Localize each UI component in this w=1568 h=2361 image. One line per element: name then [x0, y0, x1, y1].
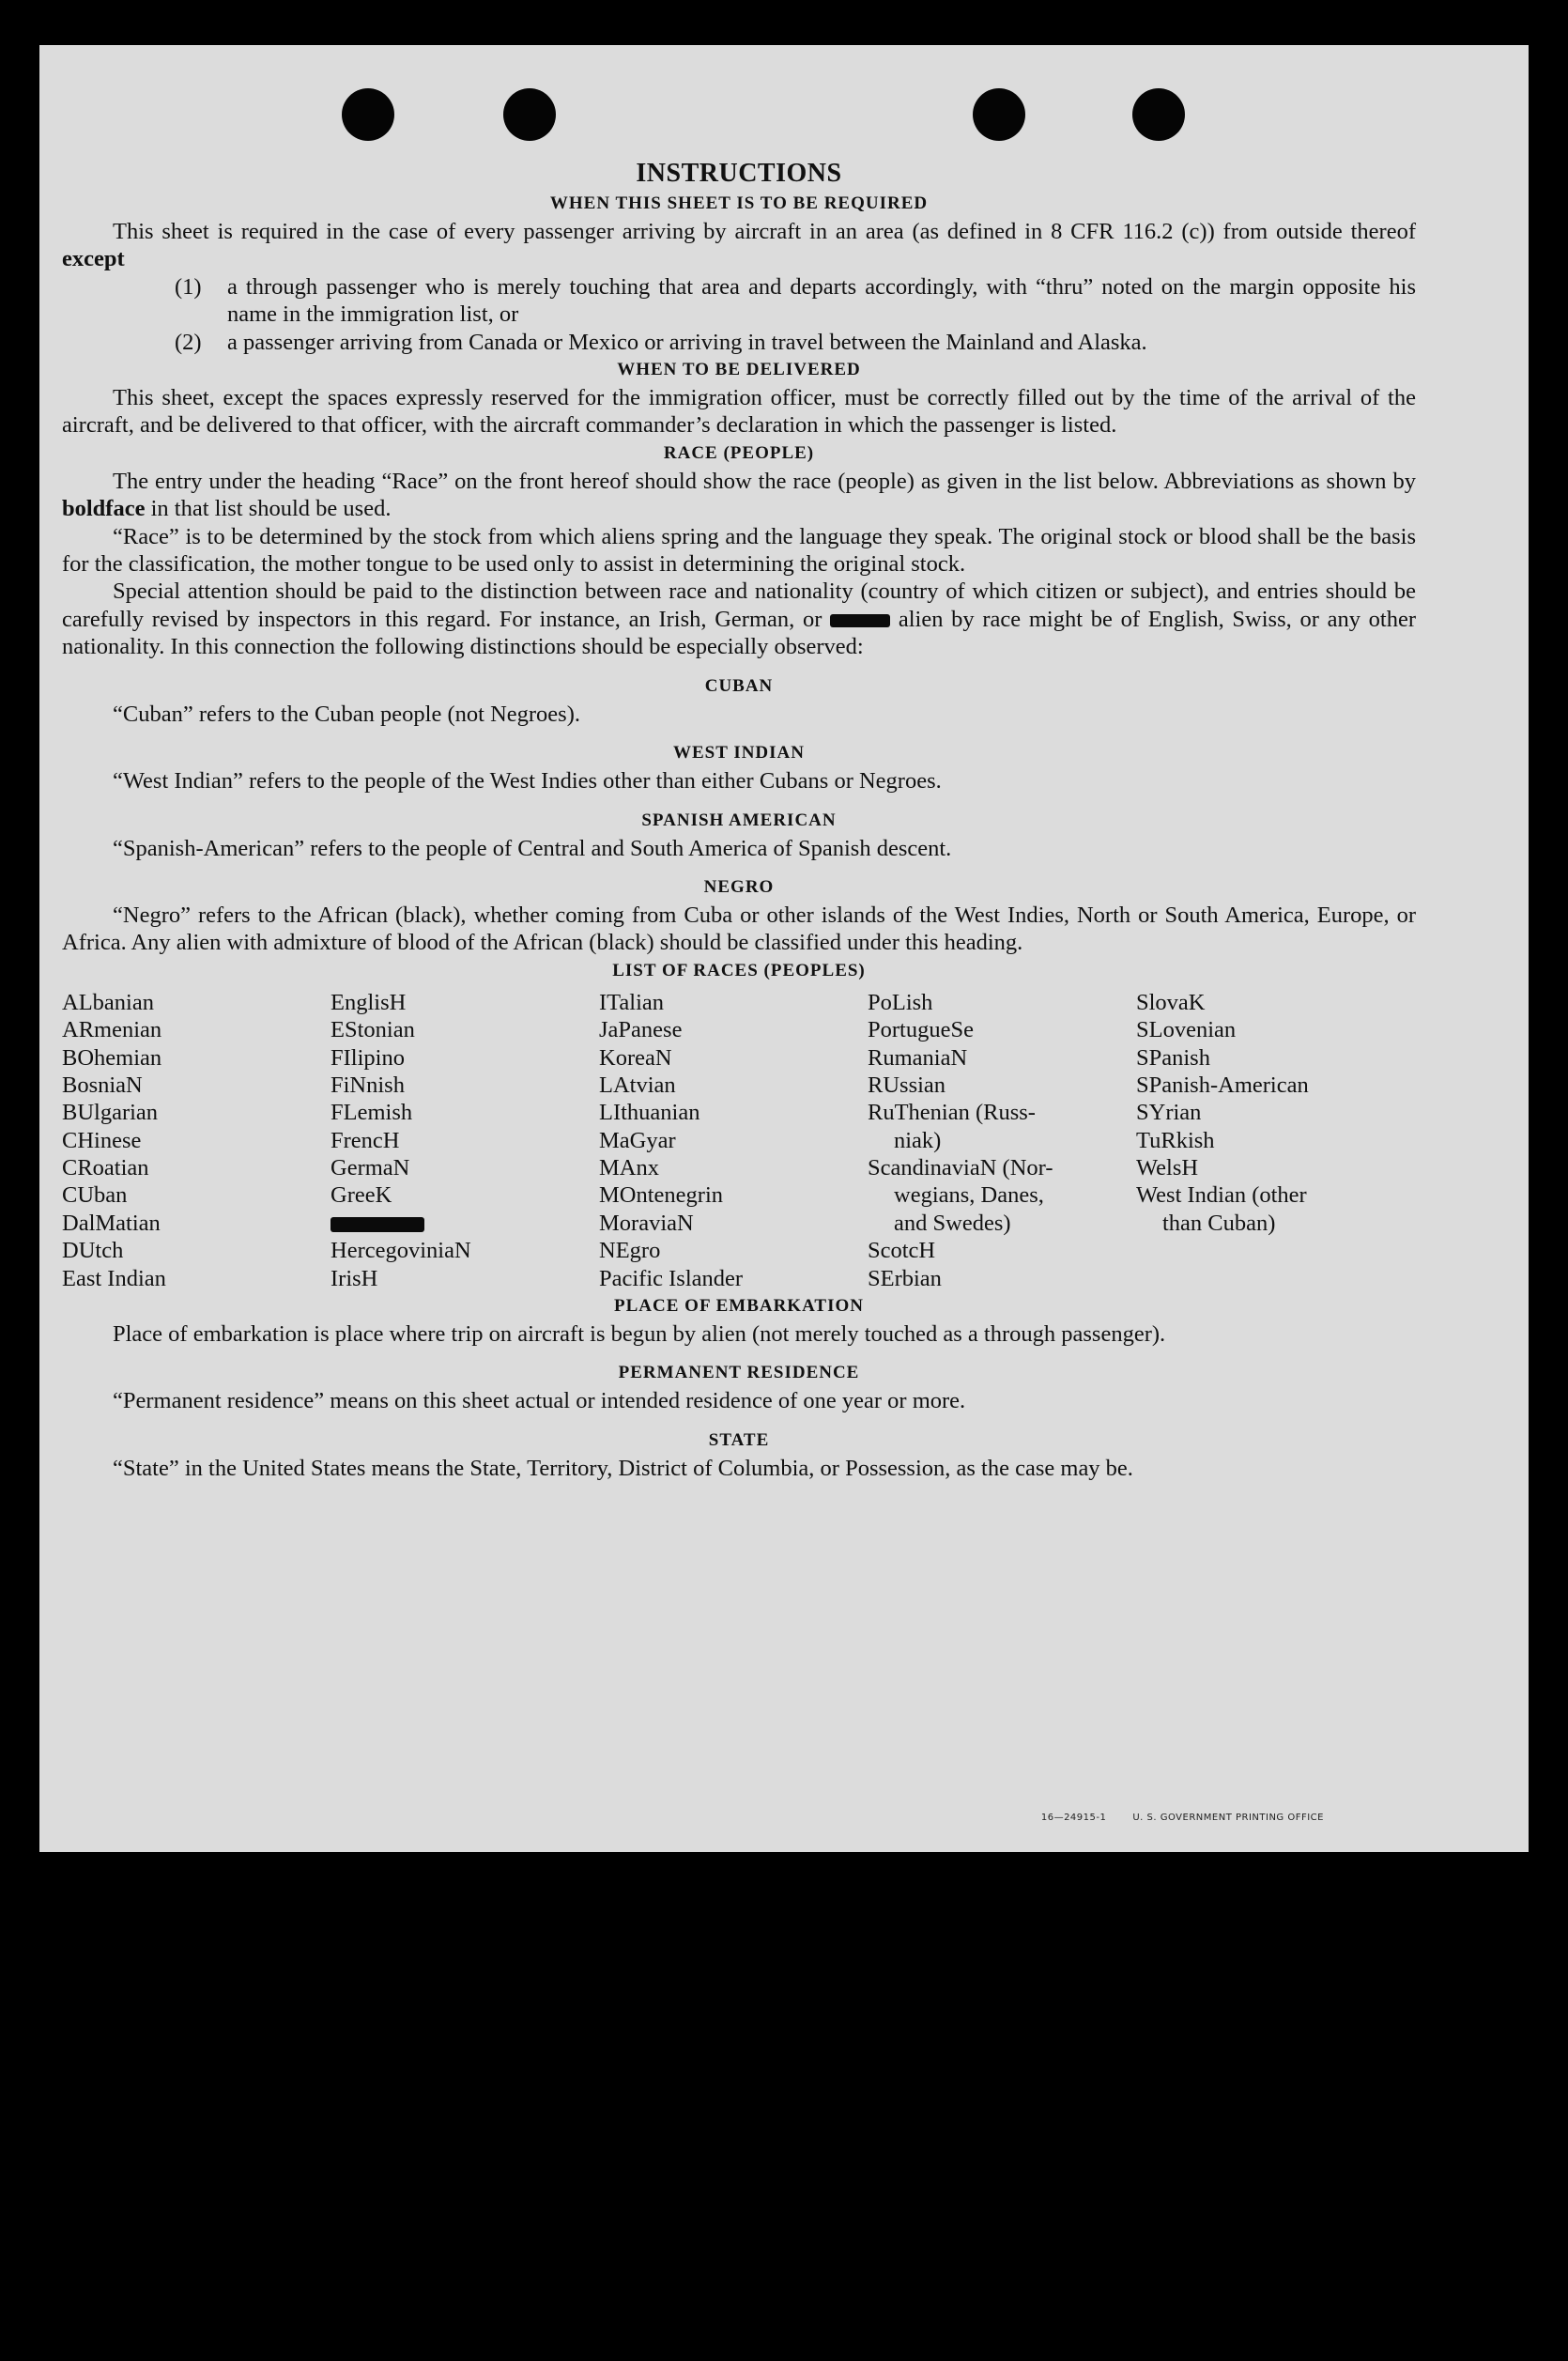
- race-item: SErbian: [868, 1265, 942, 1291]
- race-item: ScandinaviaN (Nor-: [868, 1155, 1053, 1181]
- race-item: [1136, 1265, 1405, 1292]
- race-item: KoreaN: [599, 1044, 672, 1071]
- race-item: than Cuban): [1162, 1210, 1276, 1236]
- race-item: ScotcH: [868, 1238, 936, 1264]
- section-heading-races: LIST OF RACES (PEOPLES): [612, 960, 866, 980]
- race-paragraph-1: The entry under the heading “Race” on the front hereof should show the race (people) as given in the list below. Abbreviations as shown by boldface in that list should be used.: [62, 468, 1416, 522]
- race-item: GermaN: [331, 1155, 410, 1181]
- races-column: [331, 989, 599, 1292]
- race-item: HercegoviniaN: [331, 1238, 471, 1264]
- race-item: DalMatian: [62, 1210, 161, 1236]
- section-heading-negro: NEGRO: [703, 876, 775, 897]
- negro-text: “Negro” refers to the African (black), whether coming from Cuba or other islands of the West Indies, North or South America, Europe, or Africa. Any alien with admixture of blood of the African (black) should be classified under this heading.: [62, 902, 1416, 956]
- race-item: LAtvian: [599, 1072, 676, 1098]
- race-item: SPanish-American: [1136, 1072, 1309, 1098]
- redaction-mark: [331, 1217, 424, 1232]
- race-item: niak): [894, 1127, 942, 1153]
- race-item: GreeK: [331, 1182, 392, 1209]
- form-code: 16—24915-1: [1040, 1813, 1107, 1823]
- race-item: RUssian: [868, 1072, 946, 1098]
- race-item: FrencH: [331, 1127, 400, 1153]
- race-item: West Indian (other: [1136, 1182, 1307, 1209]
- race-item: ITalian: [599, 989, 665, 1015]
- spanish-american-text: “Spanish-American” refers to the people of Central and South America of Spanish descent.: [113, 835, 952, 861]
- exception-item: (2) a passenger arriving from Canada or Mexico or arriving in travel between the Mainland and Alaska.: [175, 329, 1147, 355]
- race-item: SlovaK: [1136, 989, 1206, 1015]
- race-item: TuRkish: [1136, 1127, 1215, 1153]
- race-item: FiNnish: [331, 1072, 405, 1098]
- residence-text: “Permanent residence” means on this sheet actual or intended residence of one year or more.: [113, 1388, 966, 1414]
- section-heading-state: STATE: [708, 1429, 770, 1450]
- section-heading-embarkation: PLACE OF EMBARKATION: [614, 1296, 864, 1317]
- race-item: LIthuanian: [599, 1100, 700, 1126]
- race-item: wegians, Danes,: [894, 1182, 1044, 1209]
- punch-hole: [342, 88, 394, 141]
- race-item: ALbanian: [62, 989, 154, 1015]
- exception-item: (1) a through passenger who is merely touching that area and departs accordingly, with “thru” noted on the margin opposite his name in the immigration list, or: [175, 273, 1416, 328]
- race-item: [1136, 1237, 1405, 1264]
- race-item: MOntenegrin: [599, 1182, 723, 1209]
- section-heading-race: RACE (PEOPLE): [663, 442, 815, 463]
- printer-name: U. S. GOVERNMENT PRINTING OFFICE: [1132, 1813, 1324, 1823]
- section-heading-required: WHEN THIS SHEET IS TO BE REQUIRED: [549, 193, 929, 213]
- race-item-redacted: [331, 1210, 599, 1237]
- race-item: MaGyar: [599, 1127, 676, 1153]
- section-heading-residence: PERMANENT RESIDENCE: [618, 1363, 860, 1383]
- instructions-content: [62, 158, 1416, 1482]
- section-heading-cuban: CUBAN: [704, 675, 774, 696]
- punch-hole: [1132, 88, 1185, 141]
- race-item: ARmenian: [62, 1017, 162, 1043]
- race-paragraph-3: Special attention should be paid to the distinction between race and nationality (country of which citizen or subject), and entries should be carefully revised by inspectors in this regard. For instance, an Irish, German, or alien by race might be of English, Swiss, or any other nationality. In this connection the following distinctions should be especially observed:: [62, 579, 1416, 660]
- document-sheet: [39, 45, 1529, 1852]
- west-indian-text: “West Indian” refers to the people of the West Indies other than either Cubans or Negroes.: [113, 768, 942, 795]
- printer-footer: [1041, 1813, 1350, 1823]
- race-item: FIlipino: [331, 1044, 405, 1071]
- race-item: SLovenian: [1136, 1017, 1237, 1043]
- race-item: East Indian: [62, 1265, 166, 1291]
- race-item: JaPanese: [599, 1017, 683, 1043]
- race-item: NEgro: [599, 1238, 661, 1264]
- race-item: CRoatian: [62, 1155, 149, 1181]
- race-item: MAnx: [599, 1155, 659, 1181]
- race-item: RuThenian (Russ-: [868, 1100, 1036, 1126]
- cuban-text: “Cuban” refers to the Cuban people (not Negroes).: [113, 701, 580, 727]
- race-item: PoLish: [868, 989, 933, 1015]
- race-item: IrisH: [331, 1265, 378, 1291]
- race-item: CUban: [62, 1182, 128, 1209]
- state-text: “State” in the United States means the State, Territory, District of Columbia, or Possession, as the case may be.: [113, 1455, 1133, 1481]
- race-item: BUlgarian: [62, 1100, 159, 1126]
- delivered-text: This sheet, except the spaces expressly reserved for the immigration officer, must be correctly filled out by the time of the arrival of the aircraft, and be delivered to that officer, with the aircraft commander’s declaration in which the passenger is listed.: [62, 385, 1416, 439]
- race-item: and Swedes): [894, 1210, 1011, 1236]
- embarkation-text: Place of embarkation is place where trip on aircraft is begun by alien (not merely touched as a through passenger).: [113, 1321, 1166, 1348]
- race-item: BOhemian: [62, 1044, 162, 1071]
- races-list: [62, 989, 1416, 1292]
- races-column: [62, 989, 331, 1292]
- races-column: [599, 989, 868, 1292]
- races-column: [1136, 989, 1405, 1292]
- race-item: WelsH: [1136, 1155, 1199, 1181]
- required-intro: This sheet is required in the case of every passenger arriving by aircraft in an area (as defined in 8 CFR 116.2 (c)) from outside thereof except: [62, 219, 1416, 272]
- punch-hole: [973, 88, 1025, 141]
- races-column: [868, 989, 1136, 1292]
- section-heading-spanish-american: SPANISH AMERICAN: [641, 810, 837, 830]
- race-item: SYrian: [1136, 1100, 1202, 1126]
- redaction-mark: [830, 614, 890, 627]
- page-title: INSTRUCTIONS: [636, 159, 842, 188]
- punch-hole: [503, 88, 556, 141]
- race-item: SPanish: [1136, 1044, 1210, 1071]
- section-heading-west-indian: WEST INDIAN: [673, 743, 805, 764]
- race-item: BosniaN: [62, 1072, 143, 1098]
- race-item: Pacific Islander: [599, 1265, 744, 1291]
- section-heading-delivered: WHEN TO BE DELIVERED: [617, 360, 861, 380]
- race-item: EnglisH: [331, 989, 407, 1015]
- race-item: PortugueSe: [868, 1017, 974, 1043]
- race-item: CHinese: [62, 1127, 142, 1153]
- race-item: RumaniaN: [868, 1044, 968, 1071]
- race-item: EStonian: [331, 1017, 415, 1043]
- race-item: DUtch: [62, 1238, 124, 1264]
- race-paragraph-2: “Race” is to be determined by the stock from which aliens spring and the language they speak. The original stock or blood shall be the basis for the classification, the mother tongue to be used only to assist in determining the original stock.: [62, 523, 1416, 578]
- race-item: MoraviaN: [599, 1210, 694, 1236]
- race-item: FLemish: [331, 1100, 413, 1126]
